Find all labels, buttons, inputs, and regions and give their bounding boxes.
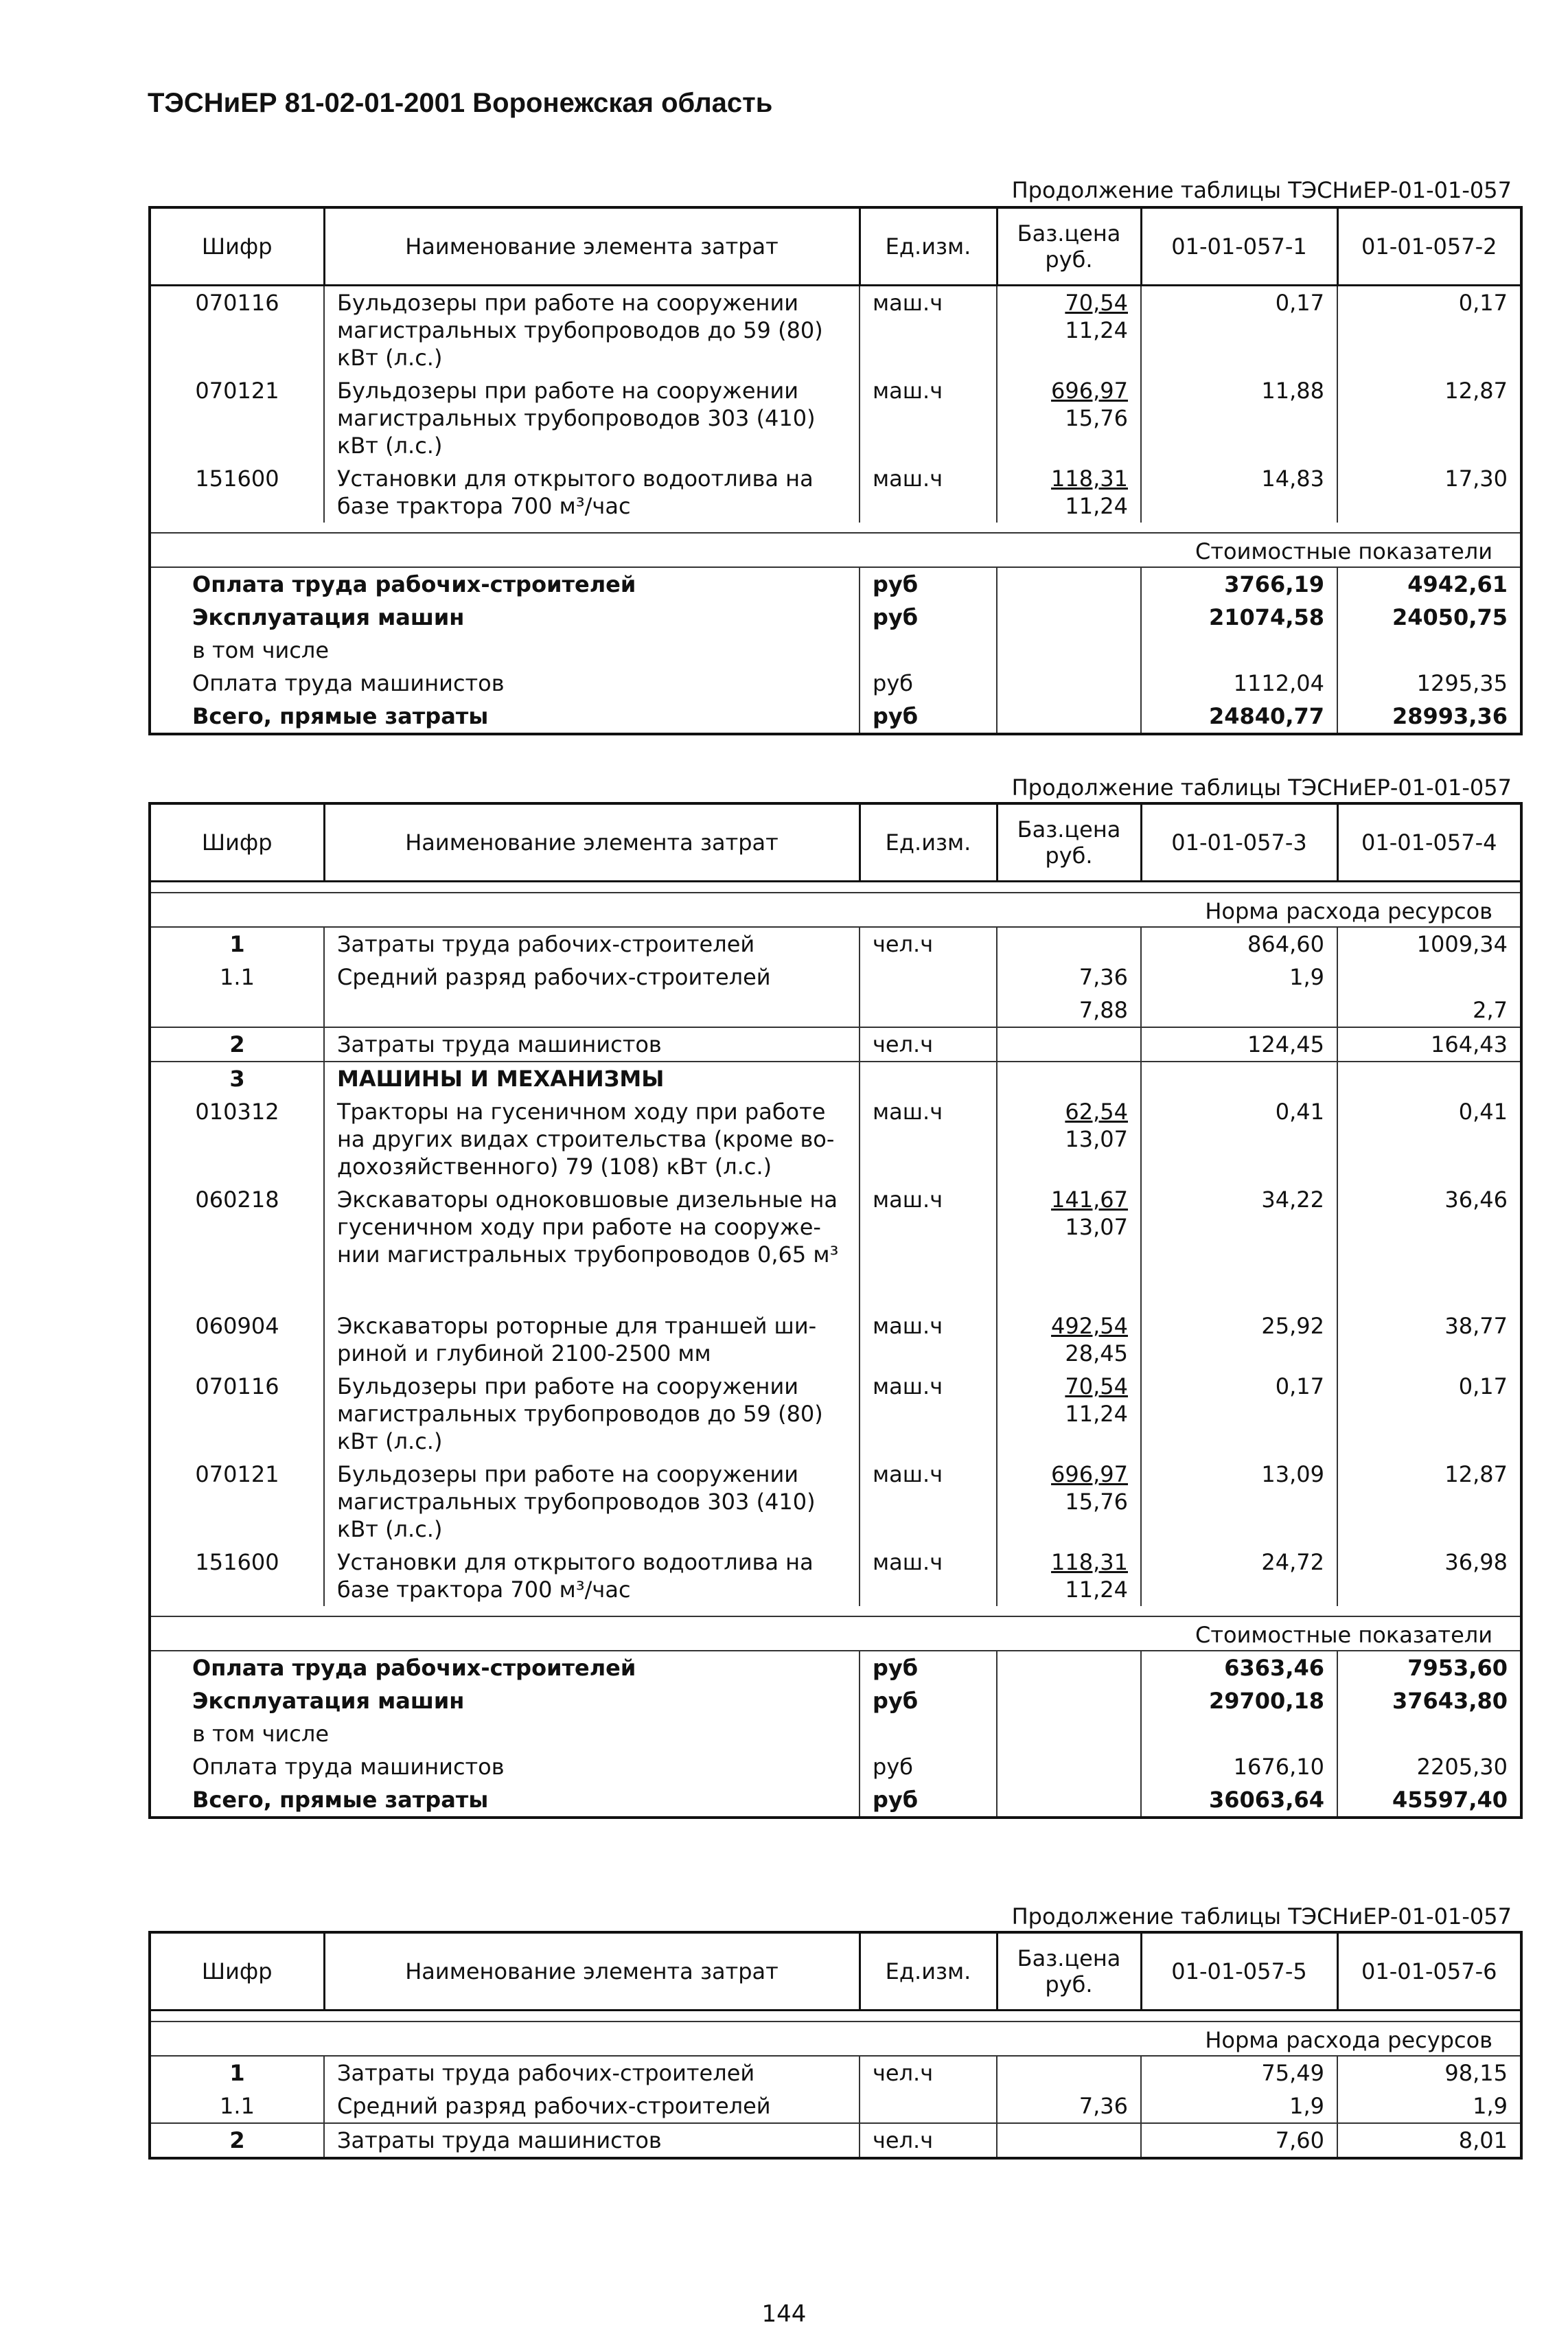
cost-row: Оплата труда рабочих-строителей руб 6363,46 7953,60 [150, 1651, 1521, 1684]
col-a-header: 01-01-057-1 [1141, 207, 1337, 286]
col-unit-header: Ед.изм. [860, 207, 997, 286]
col-code-header: Шифр [150, 207, 324, 286]
machines-header-row: 3 МАШИНЫ И МЕХАНИЗМЫ [150, 1062, 1521, 1095]
table-header-row [150, 803, 1521, 882]
cost-row: в том числе [150, 1717, 1521, 1750]
col-unit-header: Ед.изм. [860, 803, 997, 882]
table-row: 151600 Установки для открытого водоотлива на базе трактора 700 м³/час маш.ч 118,31 11,24 14,83 17,30 [150, 462, 1521, 523]
table-caption: Продолжение таблицы ТЭСНиЕР-01-01-057 [1011, 1903, 1512, 1930]
labor-row: 1.1 Средний разряд рабочих-строителей 7,36 1,9 [150, 961, 1521, 994]
col-unit-header: Ед.изм. [860, 1932, 997, 2011]
cost-row-total: Всего, прямые затраты руб 24840,77 28993,36 [150, 700, 1521, 734]
col-b-header: 01-01-057-4 [1337, 803, 1521, 882]
table-caption: Продолжение таблицы ТЭСНиЕР-01-01-057 [1011, 775, 1512, 801]
page-number: 144 [761, 2300, 807, 2328]
section-header-costs: Стоимостные показатели [150, 533, 1521, 567]
cost-row-total: Всего, прямые затраты руб 36063,64 45597,40 [150, 1783, 1521, 1818]
col-name-header: Наименование элемента затрат [324, 803, 860, 882]
cost-row: Оплата труда машинистов руб 1112,04 1295,35 [150, 667, 1521, 700]
page-title: ТЭСНиЕР 81-02-01-2001 Воронежская область [148, 88, 773, 118]
col-b-header: 01-01-057-6 [1337, 1932, 1521, 2011]
col-a-header: 01-01-057-3 [1141, 803, 1337, 882]
table-row: 070116 Бульдозеры при работе на сооружении магистральных трубопроводов до 59 (80) кВт (л.с.) маш.ч 70,54 11,24 0,17 0,17 [150, 1370, 1521, 1458]
norms-table-3 [148, 1931, 1523, 2160]
col-price-header: Баз.цена руб. [997, 207, 1141, 286]
col-code-header: Шифр [150, 1932, 324, 2011]
norms-table-1 [148, 206, 1523, 735]
table-row: 070121 Бульдозеры при работе на сооружении магистральных трубопроводов 303 (410) кВт (л.с.) маш.ч 696,97 15,76 11,88 12,87 [150, 374, 1521, 462]
col-name-header: Наименование элемента затрат [324, 1932, 860, 2011]
table-caption: Продолжение таблицы ТЭСНиЕР-01-01-057 [1011, 177, 1512, 203]
col-price-header: Баз.цена руб. [997, 1932, 1141, 2011]
table-row: 070116 Бульдозеры при работе на сооружении магистральных трубопроводов до 59 (80) кВт (л.с.) маш.ч 70,54 11,24 0,17 0,17 [150, 286, 1521, 375]
col-name-header: Наименование элемента затрат [324, 207, 860, 286]
norms-table-2 [148, 802, 1523, 1819]
table-header-row [150, 1932, 1521, 2011]
cost-row: Оплата труда машинистов руб 1676,10 2205,30 [150, 1750, 1521, 1783]
cost-row: Оплата труда рабочих-строителей руб 3766,19 4942,61 [150, 567, 1521, 601]
table-row: 070121 Бульдозеры при работе на сооружении магистральных трубопроводов 303 (410) кВт (л.с.) маш.ч 696,97 15,76 13,09 12,87 [150, 1458, 1521, 1546]
col-a-header: 01-01-057-5 [1141, 1932, 1337, 2011]
labor-row: 2 Затраты труда машинистов чел.ч 7,60 8,01 [150, 2123, 1521, 2158]
table-row: 060904 Экскаваторы роторные для траншей ши-риной и глубиной 2100-2500 мм маш.ч 492,54 28,45 25,92 38,77 [150, 1309, 1521, 1370]
col-price-header: Баз.цена руб. [997, 803, 1141, 882]
labor-row: 1 Затраты труда рабочих-строителей чел.ч 75,49 98,15 [150, 2056, 1521, 2089]
cost-row: Эксплуатация машин руб 29700,18 37643,80 [150, 1684, 1521, 1717]
section-header-costs: Стоимостные показатели [150, 1616, 1521, 1651]
col-code-header: Шифр [150, 803, 324, 882]
section-header-norms: Норма расхода ресурсов [150, 893, 1521, 927]
section-header-norms: Норма расхода ресурсов [150, 2022, 1521, 2056]
table-header-row [150, 207, 1521, 286]
cost-row: в том числе [150, 634, 1521, 667]
cost-row: Эксплуатация машин руб 21074,58 24050,75 [150, 601, 1521, 634]
table-row: 010312 Тракторы на гусеничном ходу при работе на других видах строительства (кроме во-дохозяйственного) 79 (108) кВт (л.с.) маш.ч 62,54 13,07 0,41 0,41 [150, 1095, 1521, 1183]
table-row: 060218 Экскаваторы одноковшовые дизельные на гусеничном ходу при работе на сооруже-нии магистральных трубопроводов 0,65 м³ маш.ч 141,67 13,07 34,22 36,46 [150, 1183, 1521, 1309]
table-row: 151600 Установки для открытого водоотлива на базе трактора 700 м³/час маш.ч 118,31 11,24 24,72 36,98 [150, 1546, 1521, 1606]
labor-row: 7,88 2,7 [150, 994, 1521, 1027]
labor-row: 1.1 Средний разряд рабочих-строителей 7,36 1,9 1,9 [150, 2089, 1521, 2123]
col-b-header: 01-01-057-2 [1337, 207, 1521, 286]
labor-row: 1 Затраты труда рабочих-строителей чел.ч 864,60 1009,34 [150, 927, 1521, 961]
labor-row: 2 Затраты труда машинистов чел.ч 124,45 164,43 [150, 1027, 1521, 1062]
